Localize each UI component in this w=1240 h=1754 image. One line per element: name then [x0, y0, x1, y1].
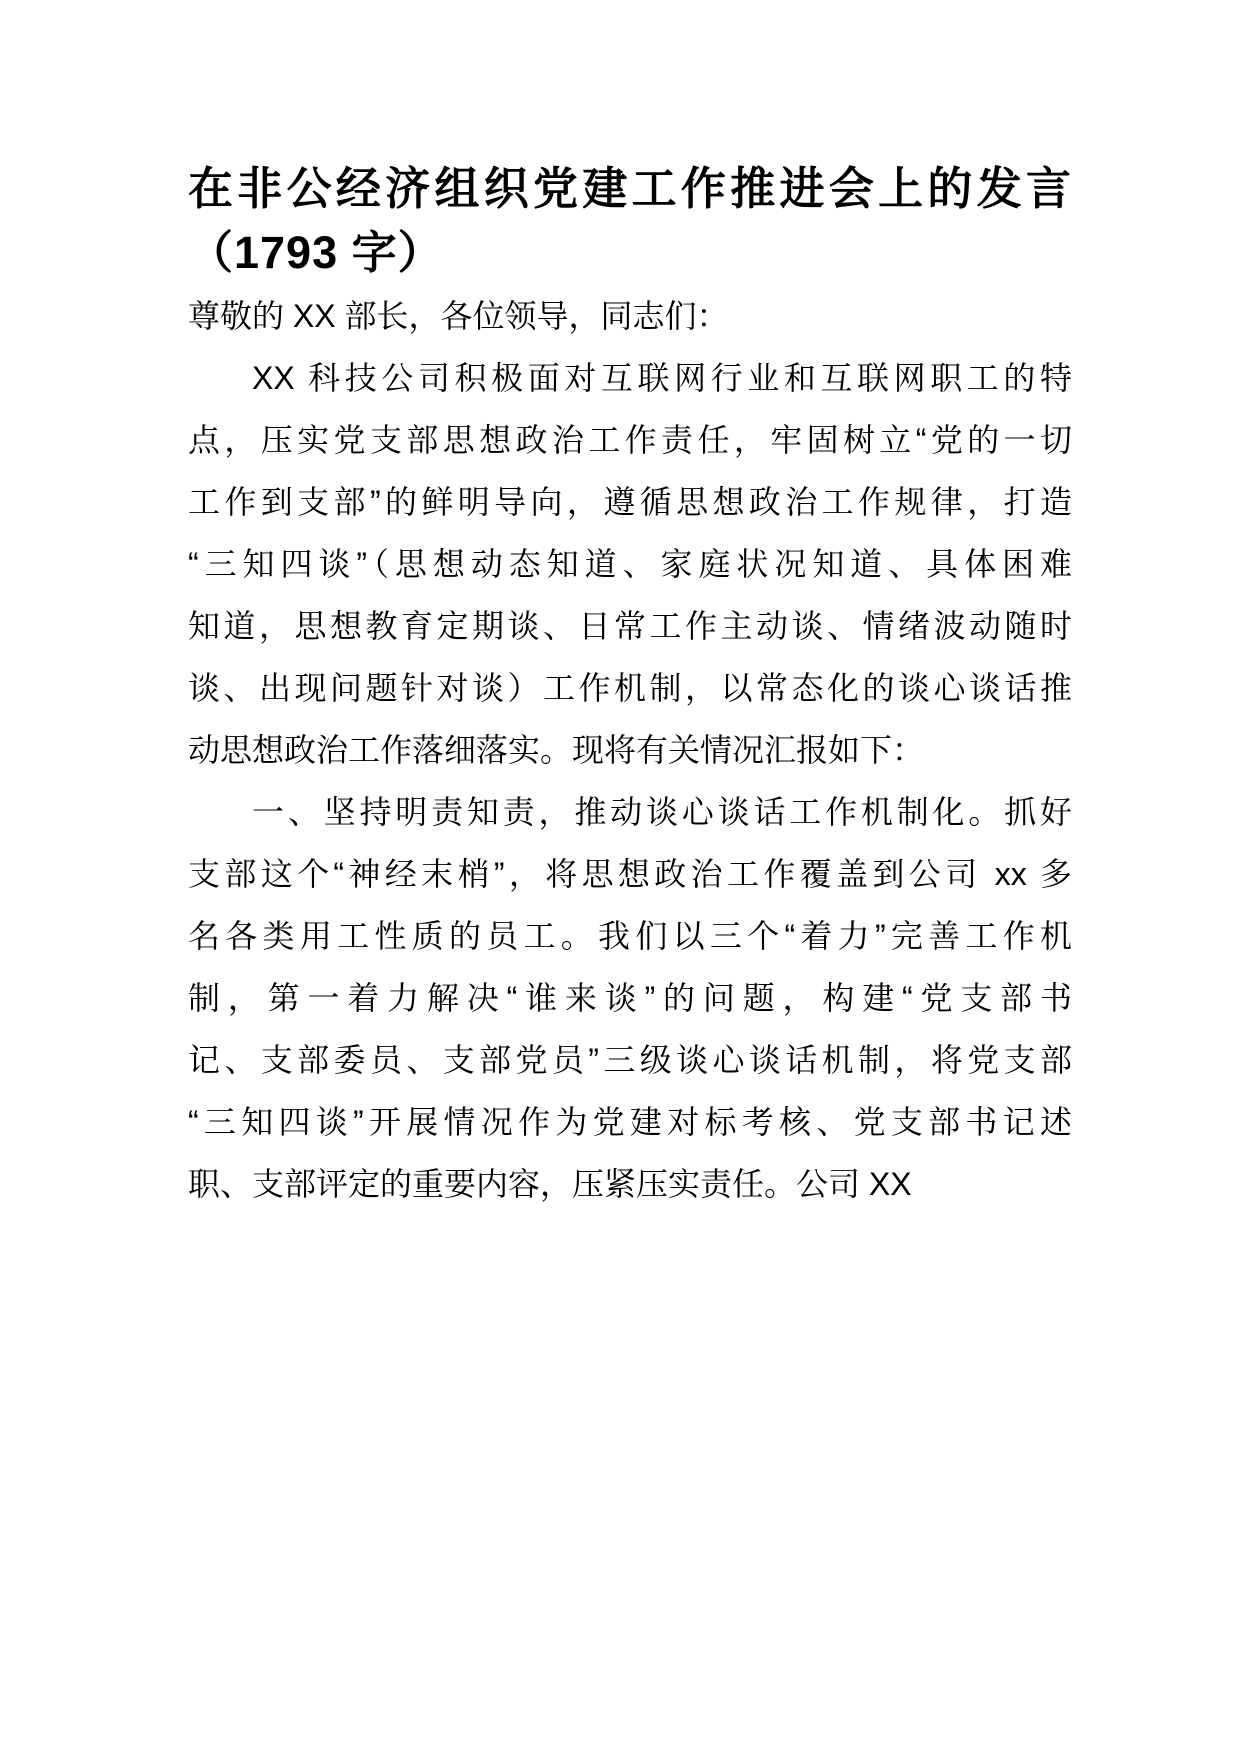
- body-line: 支部这个“神经末梢”，将思想政治工作覆盖到公司 xx 多: [188, 856, 1072, 892]
- document-title: [188, 157, 1072, 285]
- body-line-section-heading: 一、坚持明责知责，推动谈心谈话工作机制化。抓好: [252, 794, 1072, 830]
- body-line: 记、支部委员、支部党员”三级谈心谈话机制，将党支部: [188, 1042, 1072, 1078]
- document-title-line-2: （1793 字）: [188, 227, 444, 278]
- body-line-page-end: 职、支部评定的重要内容，压紧压实责任。公司 XX: [188, 1166, 912, 1202]
- body-line: “三知四谈”开展情况作为党建对标考核、党支部书记述: [188, 1104, 1072, 1140]
- body-line: 知道，思想教育定期谈、日常工作主动谈、情绪波动随时: [188, 608, 1072, 644]
- document-title-line-1: 在非公经济组织党建工作推进会上的发言: [188, 163, 1072, 214]
- body-line-paragraph-end: 动思想政治工作落细落实。现将有关情况汇报如下：: [188, 732, 925, 768]
- body-line: 工作到支部”的鲜明导向，遵循思想政治工作规律，打造: [188, 484, 1072, 520]
- body-line: 名各类用工性质的员工。我们以三个“着力”完善工作机: [188, 918, 1072, 954]
- body-line: 谈、出现问题针对谈）工作机制，以常态化的谈心谈话推: [188, 670, 1072, 706]
- body-line: 点，压实党支部思想政治工作责任，牢固树立“党的一切: [188, 422, 1072, 458]
- body-line: XX 科技公司积极面对互联网行业和互联网职工的特: [252, 360, 1072, 396]
- document-body: [188, 285, 1072, 1215]
- body-line-salutation: 尊敬的 XX 部长，各位领导，同志们：: [188, 298, 729, 334]
- body-line: 制，第一着力解决“谁来谈”的问题，构建“党支部书: [188, 980, 1072, 1016]
- body-line: “三知四谈”（思想动态知道、家庭状况知道、具体困难: [188, 546, 1072, 582]
